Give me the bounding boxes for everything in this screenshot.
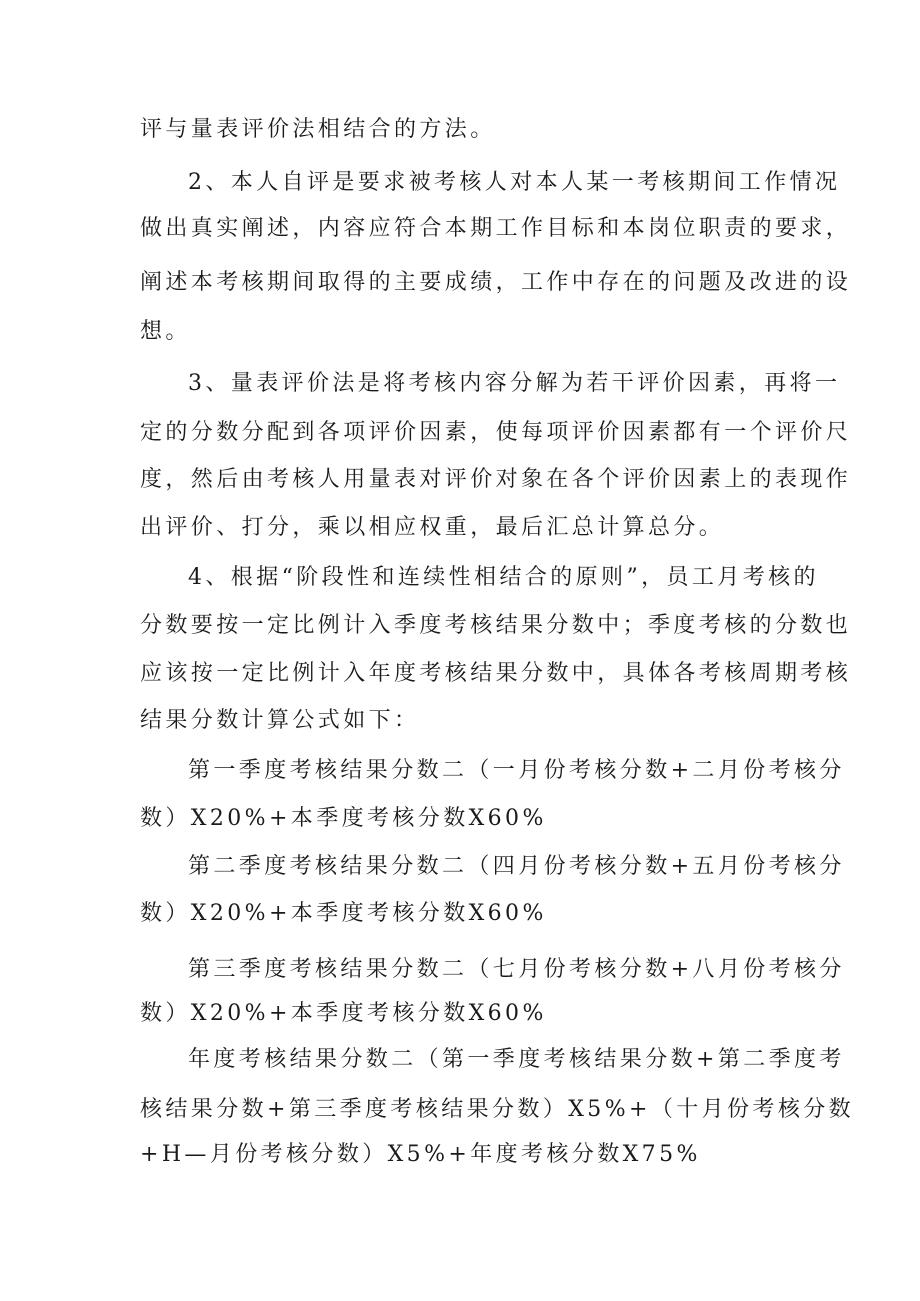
paragraph-4-line-2: 分数要按一定比例计入季度考核结果分数中；季度考核的分数也 [140, 613, 852, 638]
paragraph-2-line-1: 2、本人自评是要求被考核人对本人某一考核期间工作情况 [188, 170, 841, 195]
paragraph-3-line-2: 定的分数分配到各项评价因素，使每项评价因素都有一个评价尺 [140, 420, 852, 445]
formula-q3-line-2: 数）X20%+本季度考核分数X60% [140, 1001, 547, 1026]
formula-q1-line-2: 数）X20%+本季度考核分数X60% [140, 806, 547, 831]
paragraph-4-line-4: 结果分数计算公式如下： [140, 708, 420, 733]
paragraph-1-line-1: 评与量表评价法相结合的方法。 [140, 117, 496, 142]
paragraph-4-line-1: 4、根据“阶段性和连续性相结合的原则”，员工月考核的 [188, 565, 819, 590]
formula-q2-line-2: 数）X20%+本季度考核分数X60% [140, 901, 547, 926]
paragraph-3-line-1: 3、量表评价法是将考核内容分解为若干评价因素，再将一 [188, 371, 841, 396]
paragraph-2-line-2: 做出真实阐述，内容应符合本期工作目标和本岗位职责的要求， [140, 216, 852, 241]
paragraph-4-line-3: 应该按一定比例计入年度考核结果分数中，具体各考核周期考核 [140, 661, 852, 686]
paragraph-3-line-3: 度，然后由考核人用量表对评价对象在各个评价因素上的表现作 [140, 467, 852, 492]
formula-year-line-3: +H—月份考核分数）X5%+年度考核分数X75% [140, 1142, 701, 1167]
formula-q1-line-1: 第一季度考核结果分数二（一月份考核分数+二月份考核分 [188, 758, 845, 783]
paragraph-2-line-4: 想。 [140, 319, 191, 344]
paragraph-2-line-3: 阐述本考核期间取得的主要成绩，工作中存在的问题及改进的设 [140, 270, 852, 295]
formula-q2-line-1: 第二季度考核结果分数二（四月份考核分数+五月份考核分 [188, 854, 845, 879]
formula-year-line-2: 核结果分数+第三季度考核结果分数）X5%+（十月份考核分数 [140, 1097, 855, 1122]
formula-year-line-1: 年度考核结果分数二（第一季度考核结果分数+第二季度考 [188, 1047, 845, 1072]
formula-q3-line-1: 第三季度考核结果分数二（七月份考核分数+八月份考核分 [188, 957, 845, 982]
paragraph-3-line-4: 出评价、打分，乘以相应权重，最后汇总计算总分。 [140, 515, 725, 540]
